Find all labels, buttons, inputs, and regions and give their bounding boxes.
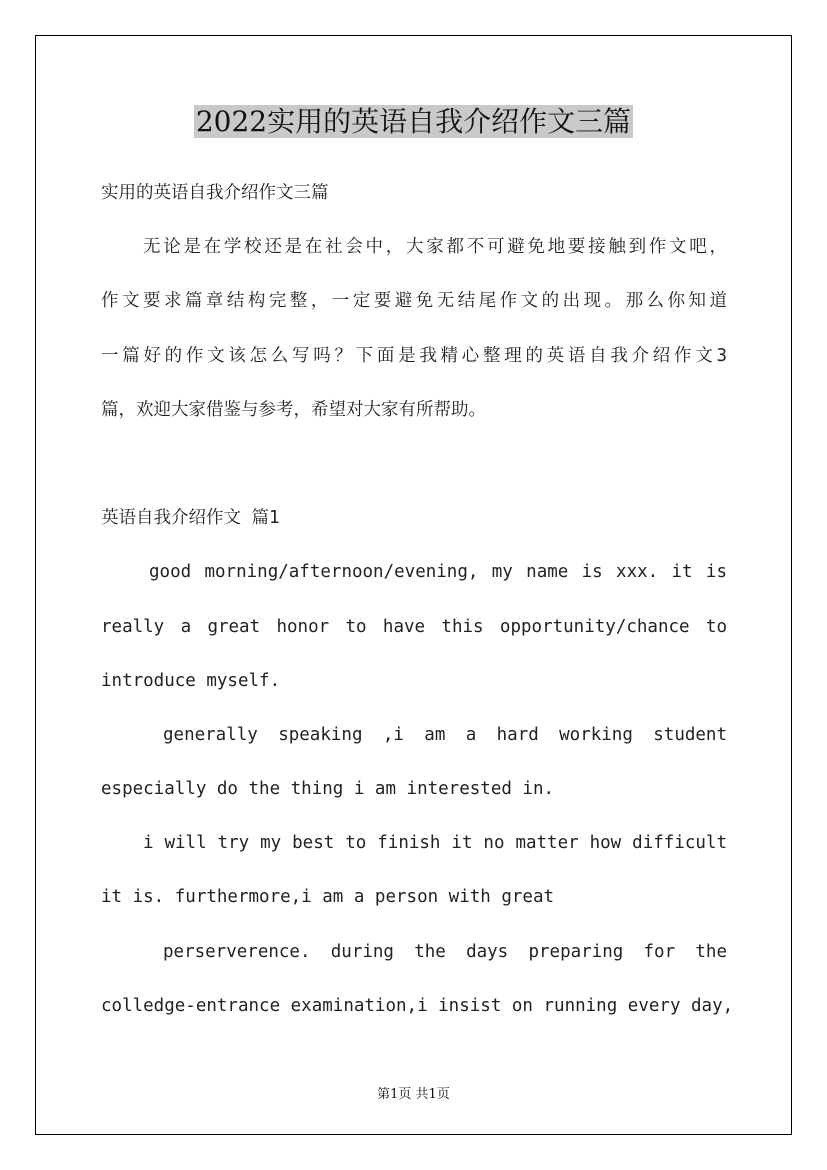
paragraph-line: really a great honor to have this opportunity/chance to: [101, 616, 727, 637]
paragraph-line: i will try my best to finish it no matter how difficult: [143, 833, 727, 854]
paragraph-line: introduce myself.: [101, 670, 281, 691]
subtitle: 实用的英语自我介绍作文三篇: [101, 183, 329, 203]
paragraph-line: 作文要求篇章结构完整，一定要避免无结尾作文的出现。那么你知道: [101, 291, 727, 312]
paragraph-line: colledge-entrance examination,i insist on running every day,: [101, 995, 734, 1016]
paragraph-line: good morning/afternoon/evening, my name is xxx. it is: [149, 562, 727, 583]
paragraph-line: 篇，欢迎大家借鉴与参考，希望对大家有所帮助。: [101, 399, 486, 420]
paragraph-line: 无论是在学校还是在社会中，大家都不可避免地要接触到作文吧，: [143, 237, 727, 258]
paragraph-line: especially do the thing i am interested in.: [101, 779, 555, 800]
paragraph-line: perserverence. during the days preparing for the: [163, 941, 727, 962]
page-footer: 第1页 共1页: [377, 1087, 450, 1102]
document-body: [101, 166, 734, 1033]
spacer: [101, 437, 727, 491]
title-text: 2022实用的英语自我介绍作文三篇: [195, 105, 632, 138]
paragraph-line: it is. furthermore,i am a person with great: [101, 887, 555, 908]
paragraph-line: 一篇好的作文该怎么写吗？下面是我精心整理的英语自我介绍作文3: [101, 345, 727, 366]
document-title: [0, 102, 827, 142]
section-heading: 英语自我介绍作文 篇1: [101, 508, 280, 529]
paragraph-line: generally speaking ,i am a hard working student: [163, 724, 727, 745]
